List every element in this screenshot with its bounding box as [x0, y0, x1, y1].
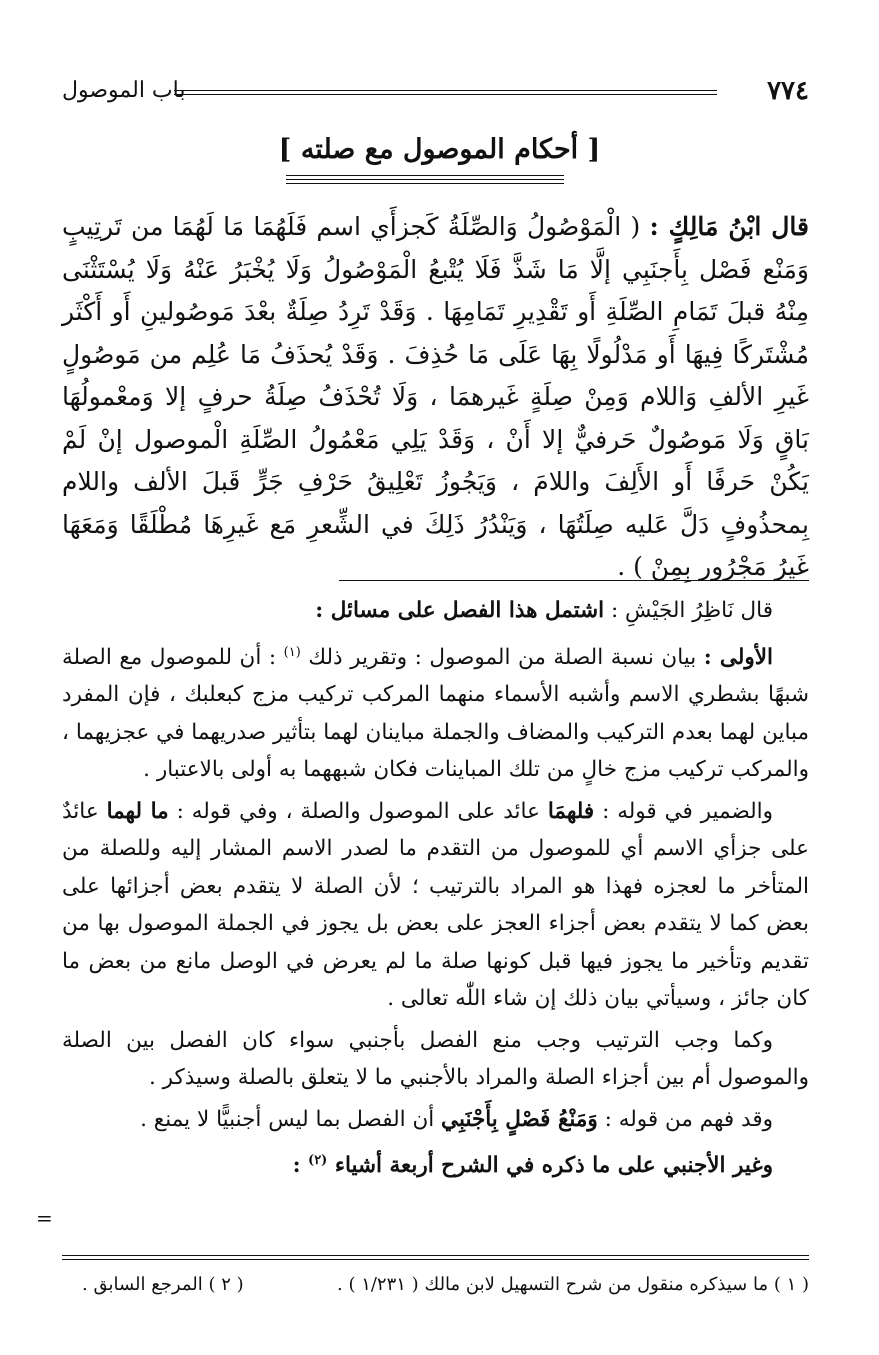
running-header: [62, 72, 809, 112]
paragraph-text: أن الفصل بما ليس أجنبيًّا لا يمنع .: [140, 1106, 435, 1132]
paragraph-separation: وكما وجب الترتيب وجب منع الفصل بأجنبي سواء كان الفصل بين الصلة والموصول أم بين أجزاء الصلة والمراد بالأجنبي ما لا يتعلق بالصلة وسيذكر .: [62, 1027, 809, 1091]
paragraph-non-foreign: [62, 1142, 809, 1185]
footnote-2: ( ٢ ) المرجع السابق .: [82, 1274, 244, 1295]
running-title: باب الموصول: [62, 78, 186, 103]
commentary-block: [62, 592, 809, 1189]
footnote-divider: [62, 1255, 809, 1263]
section-title: [ أحكام الموصول مع صلته ]: [278, 134, 601, 165]
matn-speaker: قال ابْنُ مَالِكٍ :: [649, 212, 810, 241]
quoted-term: فلهمَا: [547, 798, 595, 824]
quoted-term: وَمَنْعُ فَصْلٍ بِأَجْنَبِي: [441, 1106, 598, 1132]
paragraph-text: وقد فهم من قوله :: [604, 1106, 773, 1132]
paragraph-text: بيان نسبة الصلة من الموصول : وتقرير ذلك: [308, 644, 697, 670]
matn-text-block: [62, 206, 809, 589]
commentary-speaker: قال نَاظِرُ الجَيْشِ :: [610, 598, 773, 623]
paragraph-text: :: [292, 1153, 301, 1179]
footnotes: [62, 1268, 809, 1308]
issue-label: الأولى :: [703, 644, 774, 670]
paragraph-text: عائدٌ على جزأي الاسم أي للموصول من التقدم ما لصدر الاسم المشار إليه وللصلة من المتأخر ما لعجزه فهذا هو المراد بالترتيب ؛ لأن الصلة لا يتقدم بعض أجزائها على بعض كما لا يتقدم بعض أجزاء العجز على بعض بل يجوز في الجملة الموصول بها من تقديم وتأخير ما يجوز فيها قبل كونها صلة ما لم يعرض في الوصل مانع من بعض ما كان جائز ، وسيأتي بيان ذلك إن شاء اللّٰه تعالى .: [62, 798, 809, 1012]
commentary-intro-text: اشتمل هذا الفصل على مسائل :: [315, 598, 605, 623]
margin-mark: =: [36, 1206, 53, 1230]
quoted-term: ما لهما: [106, 798, 169, 824]
paragraph-understood: [62, 1101, 809, 1139]
paragraph-text: عائد على الموصول والصلة ، وفي قوله :: [176, 798, 540, 824]
paragraph-text: : أن للموصول مع الصلة شبهًا بشطري الاسم وأشبه الأسماء منهما المركب تركيب مزج كبعلبك ، فإن المفرد مباين لهما بعدم التركيب والمضاف والجملة مباينان لهما بتأثير صدريهما في عجزيهما ، والمركب تركيب مزج خالٍ من تلك المباينات فكان شبههما به أولى بالاعتبار .: [62, 644, 809, 783]
paragraph-pronoun: [62, 793, 809, 1018]
commentary-intro: [62, 592, 809, 630]
header-rule: [174, 90, 717, 95]
footnote-marker-2[interactable]: (٢): [308, 1153, 328, 1169]
section-heading: [0, 134, 879, 165]
paragraph-text: والضمير في قوله :: [602, 798, 774, 824]
paragraph-first-issue: [62, 634, 809, 789]
footnote-1: ( ١ ) ما سيذكره منقول من شرح التسهيل لابن مالك ( ١/٢٣١ ) .: [337, 1274, 809, 1295]
footnote-marker-1[interactable]: (١): [283, 644, 301, 660]
matn-text: ( الْمَوْصُولُ وَالصِّلَةُ كَجزأَي اسم فَلَهُمَا مَا لَهُمَا من تَرتِيبٍ وَمَنْع فَصْل بِأَجنَبِي إلَّا مَا شَذَّ فَلَا يُتْبعُ الْمَوْصُولُ وَلَا يُخْبَرُ عَنْهُ وَلَا يُسْتَثْنَى مِنْهُ قبلَ تَمَامِ الصِّلَةِ أَو تَقْدِيرِ تَمَامِهَا . وَقَدْ تَرِدُ صِلَةٌ بعْدَ مَوصُولينِ أَو أَكْثَر مُشْتَركًا فِيهَا أَو مَدْلُولًا بِهَا عَلَى مَا حُذِفَ . وَقَدْ يُحذَفُ مَا عُلِم من مَوصُولٍ غَيرِ الألفِ وَاللام وَمِنْ صِلَةٍ غَيرهمَا ، وَلَا تُحْذَفُ صِلَةُ حرفٍ إلا وَمعْمولُهَا بَاقٍ وَلَا مَوصُولٌ حَرفيٌّ إلا أَنْ ، وَقَدْ يَلِي مَعْمُولُ الصِّلَةِ الْموصول إنْ لَمْ يَكُنْ حَرفًا أَو الأَلِفَ واللامَ ، وَيَجُوزُ تَعْلِيقُ حَرْفِ جَرٍّ قَبلَ الألف واللام بِمحذُوفٍ دَلَّ عَليه صِلَتُهَا ، وَيَنْدُرُ ذَلِكَ في الشِّعرِ مَع غَيرِهَا مُطْلَقًا وَمَعَهَا غَيرُ مَجْرُور بِمِنْ ) .: [62, 212, 809, 581]
heading-underline: [286, 175, 564, 187]
paragraph-text: وغير الأجنبي على ما ذكره في الشرح أربعة أشياء: [334, 1153, 773, 1179]
page-number: ٧٧٤: [767, 76, 809, 106]
matn-divider: [339, 580, 809, 581]
